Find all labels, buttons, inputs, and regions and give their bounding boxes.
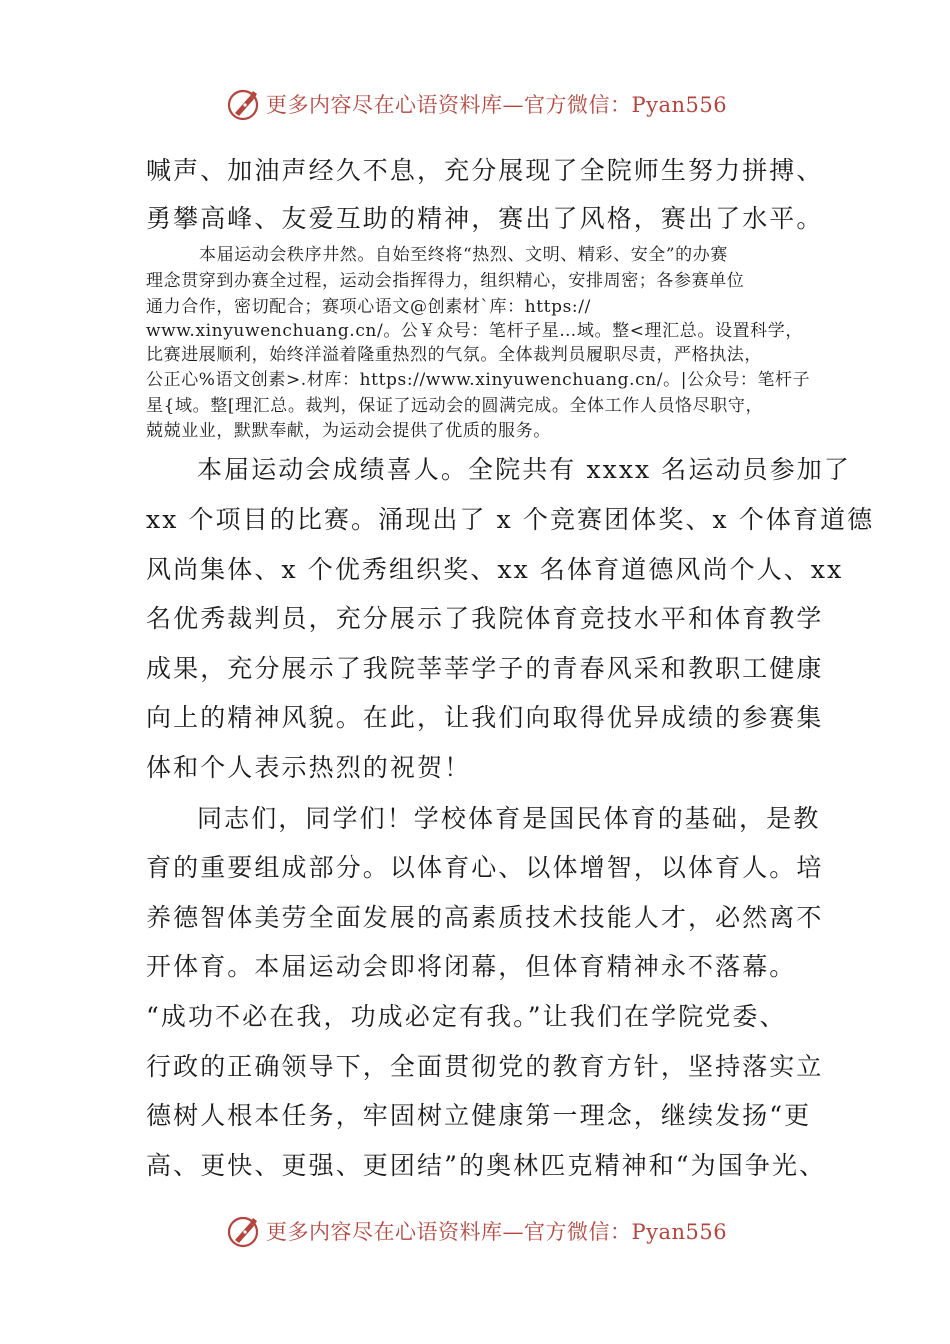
small-text-line: 比赛进展顺利，始终洋溢着隆重热烈的气氛。全体裁判员履职尽责，严格执法， bbox=[146, 345, 762, 365]
small-text-line: 公正心%语文创素>.材库：https://www.xinyuwenchuang.cn/。|公众号：笔杆子 bbox=[146, 370, 811, 390]
small-text-line: 兢兢业业，默默奉献，为运动会提供了优质的服务。 bbox=[146, 421, 551, 441]
fountain-pen-icon bbox=[226, 1213, 262, 1249]
text-line: 高、更快、更强、更团结”的奥林匹克精神和“为国争光、 bbox=[146, 1151, 827, 1180]
watermark-text: 更多内容尽在心语资料库—官方微信：Pyan556 bbox=[266, 93, 728, 117]
text-line: 名优秀裁判员，充分展示了我院体育竞技水平和体育教学 bbox=[146, 604, 824, 633]
text-line: 本届运动会成绩喜人。全院共有 xxxx 名运动员参加了 bbox=[197, 455, 851, 484]
text-line: 体和个人表示热烈的祝贺！ bbox=[146, 753, 472, 782]
text-line: 风尚集体、x 个优秀组织奖、xx 名体育道德风尚个人、xx bbox=[146, 555, 844, 584]
small-text-line: 本届运动会秩序井然。自始至终将“热烈、文明、精彩、安全”的办赛 bbox=[199, 245, 728, 265]
watermark-text: 更多内容尽在心语资料库—官方微信：Pyan556 bbox=[266, 1220, 728, 1244]
fountain-pen-icon bbox=[226, 86, 262, 122]
text-line: 育的重要组成部分。以体育心、以体增智，以体育人。培 bbox=[146, 853, 824, 882]
watermark-header bbox=[226, 84, 746, 124]
text-line: 养德智体美劳全面发展的高素质技术技能人才，必然离不 bbox=[146, 903, 824, 932]
watermark-footer bbox=[226, 1211, 746, 1251]
small-text-line: 通力合作，密切配合；赛项心语文@创素材`库：https:// bbox=[146, 297, 591, 317]
text-line: 向上的精神风貌。在此，让我们向取得优异成绩的参赛集 bbox=[146, 703, 824, 732]
small-text-line: 理念贯穿到办赛全过程，运动会指挥得力，组织精心，安排周密；各参赛单位 bbox=[146, 271, 745, 291]
text-line: 德树人根本任务，牢固树立健康第一理念，继续发扬“更 bbox=[146, 1101, 812, 1130]
text-line: xx 个项目的比赛。涌现出了 x 个竞赛团体奖、x 个体育道德 bbox=[146, 505, 875, 534]
text-line: 行政的正确领导下，全面贯彻党的教育方针，坚持落实立 bbox=[146, 1052, 824, 1081]
text-line: 开体育。本届运动会即将闭幕，但体育精神永不落幕。 bbox=[146, 952, 797, 981]
small-text-line: www.xinyuwenchuang.cn/。公￥众号：笔杆子星…域。整<理汇总。设置科学， bbox=[146, 321, 803, 341]
text-line: 喊声、加油声经久不息，充分展现了全院师生努力拼搏、 bbox=[146, 156, 824, 185]
text-line: 勇攀高峰、友爱互助的精神，赛出了风格，赛出了水平。 bbox=[146, 204, 824, 233]
text-line: “成功不必在我，功成必定有我。”让我们在学院党委、 bbox=[146, 1002, 787, 1031]
text-line: 同志们，同学们！学校体育是国民体育的基础，是教 bbox=[197, 804, 821, 833]
small-text-line: 星{域。整[理汇总。裁判，保证了远动会的圆满完成。全体工作人员恪尽职守， bbox=[146, 396, 764, 416]
text-line: 成果，充分展示了我院莘莘学子的青春风采和教职工健康 bbox=[146, 654, 824, 683]
